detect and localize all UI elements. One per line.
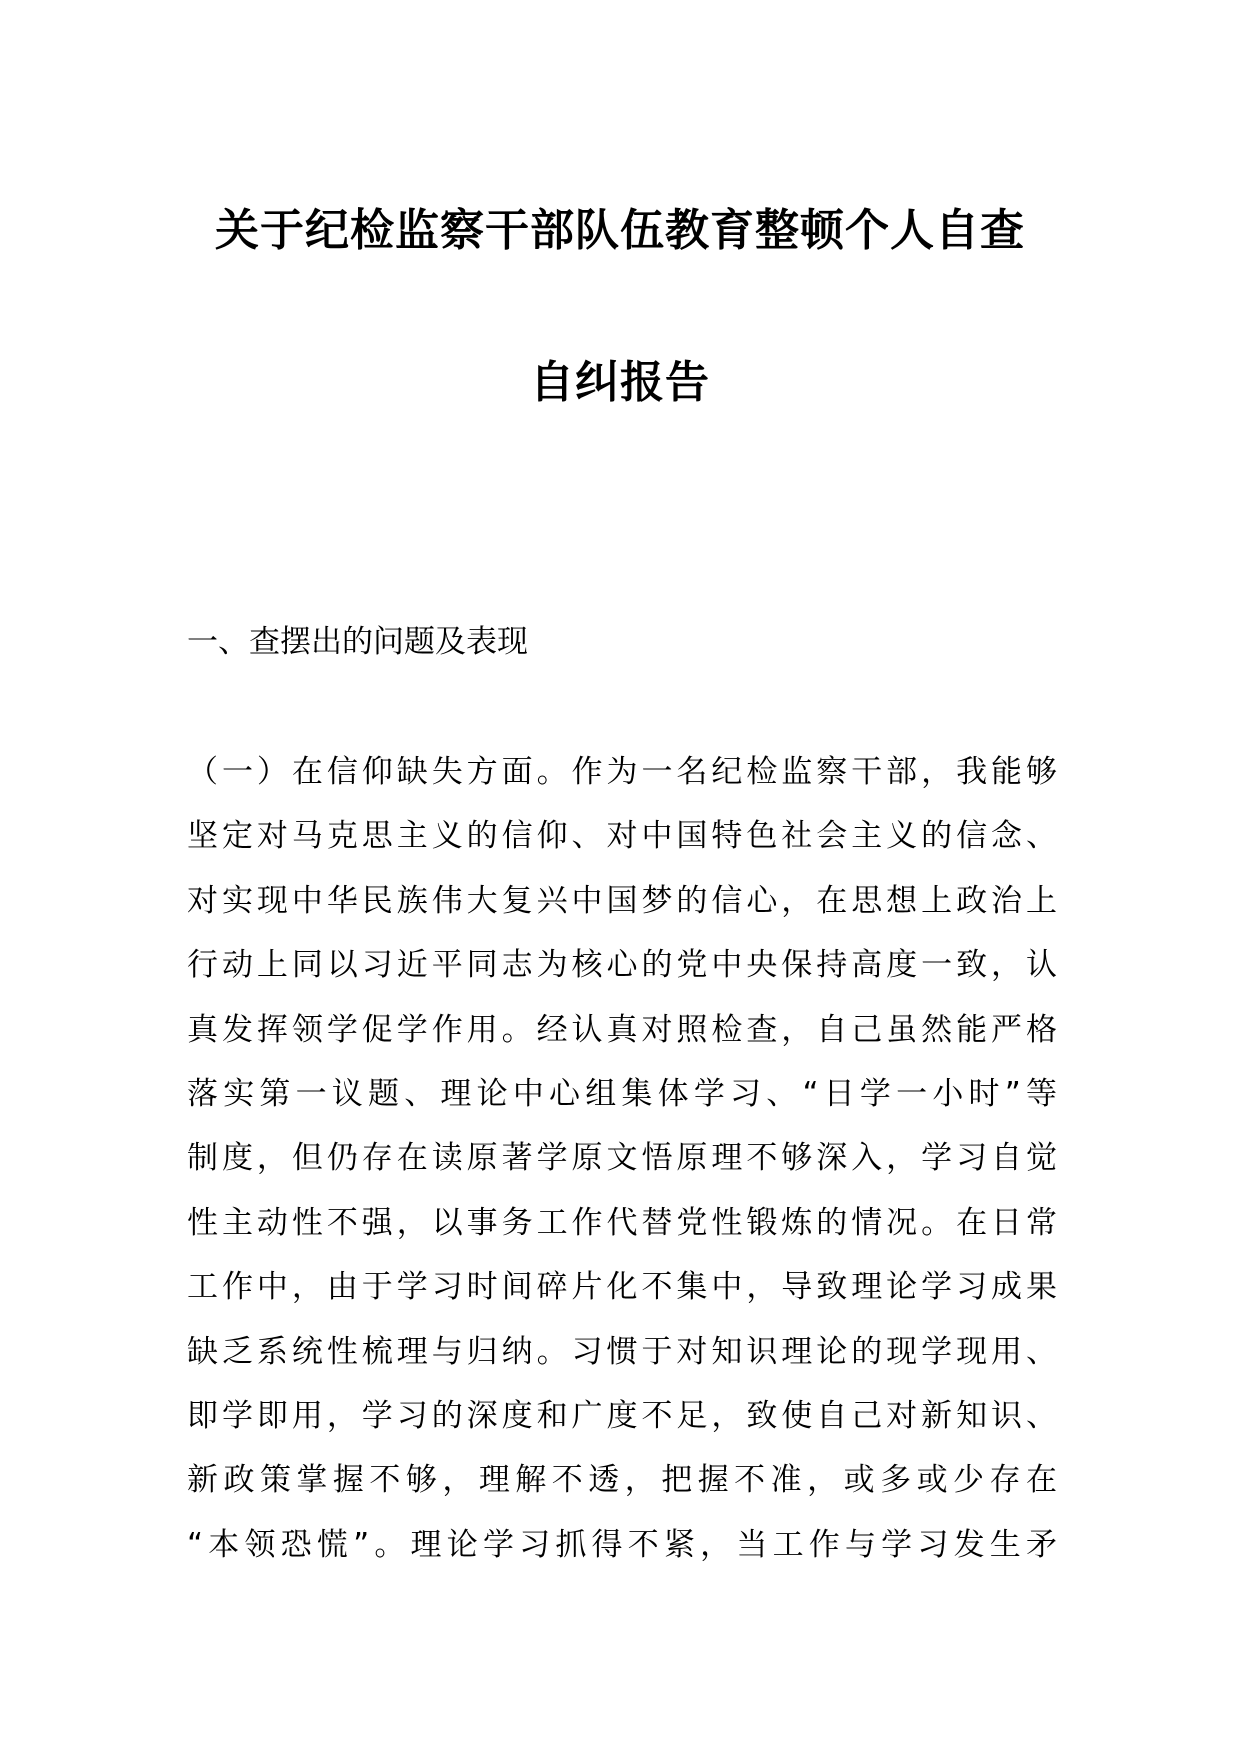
paragraph-line: 工作中，由于学习时间碎片化不集中，导致理论学习成果 (187, 1269, 1057, 1306)
paragraph-line: 落实第一议题、理论中心组集体学习、“日学一小时”等 (187, 1075, 1057, 1112)
paragraph-line: 行动上同以习近平同志为核心的党中央保持高度一致，认 (187, 947, 1057, 984)
paragraph-line: 即学即用，学习的深度和广度不足，致使自己对新知识、 (187, 1397, 1057, 1434)
paragraph-line: 缺乏系统性梳理与归纳。习惯于对知识理论的现学现用、 (187, 1333, 1057, 1370)
paragraph-line: 制度，但仍存在读原著学原文悟原理不够深入，学习自觉 (187, 1140, 1057, 1177)
paragraph-line: 坚定对马克思主义的信仰、对中国特色社会主义的信念、 (187, 818, 1057, 855)
paragraph-line: 性主动性不强，以事务工作代替党性锻炼的情况。在日常 (187, 1204, 1057, 1241)
paragraph-line: 真发挥领学促学作用。经认真对照检查，自己虽然能严格 (187, 1011, 1057, 1048)
document-title-line-2: 自纠报告 (530, 357, 710, 408)
paragraph-line: 新政策掌握不够，理解不透，把握不准，或多或少存在 (187, 1462, 1057, 1499)
paragraph-line: “本领恐慌”。理论学习抓得不紧，当工作与学习发生矛 (187, 1526, 1057, 1563)
paragraph-line: （一）在信仰缺失方面。作为一名纪检监察干部，我能够 (187, 754, 1057, 790)
section-heading: 一、查摆出的问题及表现 (187, 624, 528, 660)
paragraph (187, 752, 1057, 1589)
document-title-line-1: 关于纪检监察干部队伍教育整顿个人自查 (215, 205, 1025, 256)
paragraph-line: 对实现中华民族伟大复兴中国梦的信心，在思想上政治上 (187, 882, 1057, 919)
